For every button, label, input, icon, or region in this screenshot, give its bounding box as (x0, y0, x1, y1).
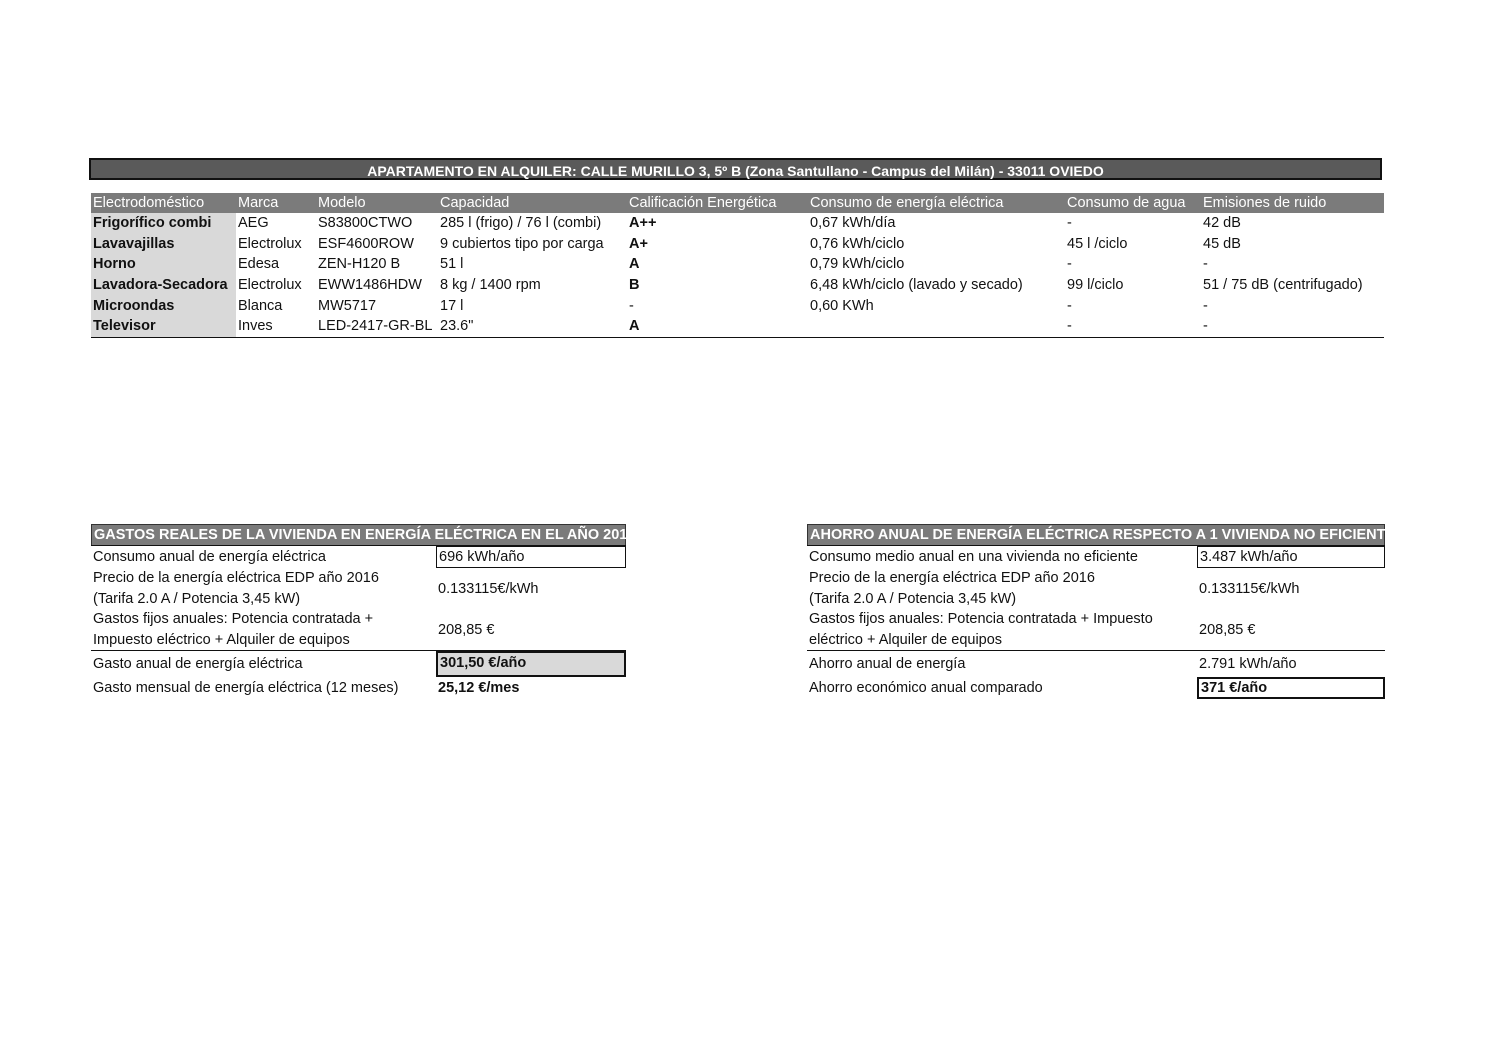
energy-consumption-cell: 0,67 kWh/día (810, 215, 896, 232)
brand-cell: Edesa (238, 256, 280, 273)
model-cell: MW5717 (318, 297, 377, 314)
energy-rating-cell: A+ (629, 235, 648, 252)
model-cell: LED-2417-GR-BL (316, 316, 438, 337)
brand-cell: AEG (238, 215, 269, 232)
monthly-expense-value: 25,12 €/mes (438, 680, 520, 696)
appliance-name: Lavadora-Secadora (91, 275, 236, 296)
fixed-costs-row (807, 609, 1385, 650)
appliance-name: Microondas (91, 295, 236, 316)
table-row (91, 275, 1384, 296)
capacity-cell: 51 l (440, 256, 464, 273)
average-consumption-label: Consumo medio anual en una vivienda no eficiente (809, 548, 1138, 565)
table-row (91, 254, 1384, 275)
column-header: Consumo de energía eléctrica (808, 193, 1065, 213)
price-row (91, 568, 626, 609)
brand-cell: Electrolux (238, 277, 302, 294)
fixed-costs-row (91, 609, 626, 650)
fixed-costs-label-line2: eléctrico + Alquiler de equipos (809, 631, 1003, 648)
water-consumption-cell: - (1067, 256, 1072, 273)
annual-consumption-value: 696 kWh/año (436, 546, 626, 568)
price-label (91, 568, 436, 610)
column-header: Capacidad (438, 193, 627, 213)
model-cell: ZEN-H120 B (318, 256, 401, 273)
monthly-expense-row (91, 677, 626, 699)
appliance-name: Frigorífico combi (91, 213, 236, 234)
column-header: Modelo (316, 193, 438, 213)
economic-savings-label: Ahorro económico anual comparado (809, 679, 1043, 696)
energy-rating-cell: A (627, 316, 808, 337)
expenses-panel (91, 524, 636, 699)
water-consumption-cell: - (1065, 316, 1201, 337)
water-consumption-cell: 99 l/ciclo (1067, 277, 1124, 294)
fixed-costs-label-line1: Gastos fijos anuales: Potencia contratada + Impuesto (809, 610, 1153, 627)
column-header: Consumo de agua (1065, 193, 1201, 213)
brand-cell: Electrolux (238, 235, 302, 252)
brand-cell: Inves (236, 316, 316, 337)
fixed-costs-label (91, 609, 436, 651)
capacity-cell: 17 l (440, 297, 464, 314)
column-header: Marca (236, 193, 316, 213)
column-header: Calificación Energética (627, 193, 808, 213)
price-row (807, 568, 1385, 609)
energy-consumption-cell: 0,76 kWh/ciclo (810, 235, 905, 252)
column-header: Electrodoméstico (91, 193, 236, 213)
noise-cell: 42 dB (1203, 215, 1241, 232)
column-header: Emisiones de ruido (1201, 193, 1384, 213)
model-cell: ESF4600ROW (318, 235, 414, 252)
savings-heading: AHORRO ANUAL DE ENERGÍA ELÉCTRICA RESPECTO A 1 VIVIENDA NO EFICIENTE (807, 524, 1385, 545)
appliance-name: Televisor (91, 316, 236, 337)
fixed-costs-value: 208,85 € (1199, 621, 1256, 638)
page-title: APARTAMENTO EN ALQUILER: CALLE MURILLO 3, 5º B (Zona Santullano - Campus del Milán) - 33011 OVIEDO (89, 158, 1382, 180)
capacity-cell: 23.6" (438, 316, 627, 337)
table-row (91, 295, 1384, 316)
average-consumption-value: 3.487 kWh/año (1197, 546, 1385, 568)
energy-savings-value: 2.791 kWh/año (1199, 656, 1297, 672)
energy-rating-cell: B (629, 277, 640, 294)
energy-savings-row (807, 650, 1385, 677)
noise-cell: 51 / 75 dB (centrifugado) (1203, 277, 1363, 294)
energy-rating-cell: - (629, 297, 634, 314)
energy-consumption-cell: 0,79 kWh/ciclo (810, 256, 905, 273)
economic-savings-value: 371 €/año (1197, 677, 1385, 699)
annual-expense-value: 301,50 €/año (436, 651, 626, 677)
price-label-line2: (Tarifa 2.0 A / Potencia 3,45 kW) (809, 590, 1017, 607)
appliance-name: Horno (91, 254, 236, 275)
table-header-row (91, 193, 1384, 213)
appliance-name: Lavavajillas (91, 234, 236, 255)
capacity-cell: 8 kg / 1400 rpm (440, 277, 541, 294)
price-label-line1: Precio de la energía eléctrica EDP año 2016 (93, 569, 379, 586)
expenses-heading: GASTOS REALES DE LA VIVIENDA EN ENERGÍA ELÉCTRICA EN EL AÑO 2016 (91, 524, 626, 545)
water-consumption-cell: - (1067, 297, 1072, 314)
energy-savings-label: Ahorro anual de energía (809, 655, 966, 672)
capacity-cell: 9 cubiertos tipo por carga (440, 235, 604, 252)
monthly-expense-label: Gasto mensual de energía eléctrica (12 meses) (93, 679, 399, 696)
energy-rating-cell: A++ (629, 215, 657, 232)
price-value: 0.133115€/kWh (1199, 580, 1300, 597)
water-consumption-cell: 45 l /ciclo (1067, 235, 1128, 252)
annual-expense-row (91, 650, 626, 677)
annual-consumption-label: Consumo anual de energía eléctrica (93, 548, 326, 565)
economic-savings-row (807, 677, 1385, 699)
energy-consumption-cell (808, 316, 1065, 337)
model-cell: S83800CTWO (318, 215, 413, 232)
energy-rating-cell: A (629, 256, 640, 273)
average-consumption-row (807, 545, 1385, 568)
energy-consumption-cell: 0,60 KWh (810, 297, 874, 314)
water-consumption-cell: - (1067, 215, 1072, 232)
price-label-line2: (Tarifa 2.0 A / Potencia 3,45 kW) (93, 590, 301, 607)
price-label (807, 568, 1197, 610)
annual-consumption-row (91, 545, 626, 568)
energy-consumption-cell: 6,48 kWh/ciclo (lavado y secado) (810, 277, 1023, 294)
fixed-costs-label-line2: Impuesto eléctrico + Alquiler de equipos (93, 631, 350, 648)
capacity-cell: 285 l (frigo) / 76 l (combi) (440, 215, 602, 232)
price-value: 0.133115€/kWh (438, 580, 539, 597)
noise-cell: - (1201, 316, 1384, 337)
price-label-line1: Precio de la energía eléctrica EDP año 2016 (809, 569, 1095, 586)
fixed-costs-value: 208,85 € (438, 621, 495, 638)
brand-cell: Blanca (238, 297, 283, 314)
annual-expense-label: Gasto anual de energía eléctrica (93, 655, 303, 672)
table-row (91, 316, 1384, 337)
noise-cell: - (1203, 297, 1208, 314)
appliances-table (91, 193, 1384, 338)
noise-cell: 45 dB (1203, 235, 1241, 252)
table-row (91, 234, 1384, 255)
noise-cell: - (1203, 256, 1208, 273)
fixed-costs-label (807, 609, 1197, 651)
model-cell: EWW1486HDW (318, 277, 422, 294)
table-row (91, 213, 1384, 234)
savings-panel (807, 524, 1396, 699)
fixed-costs-label-line1: Gastos fijos anuales: Potencia contratada + (93, 610, 374, 627)
